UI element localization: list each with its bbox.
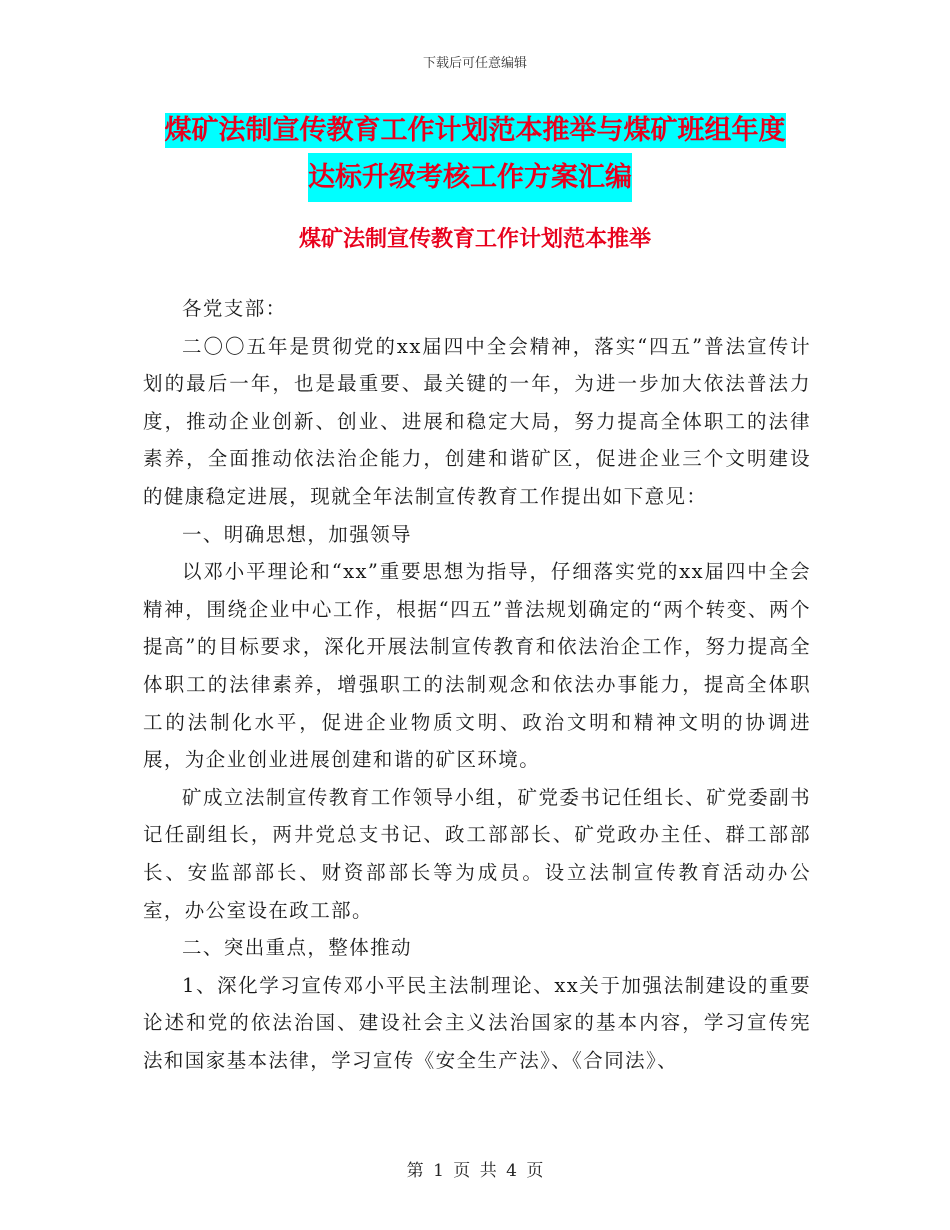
paragraph: 以邓小平理论和“xx”重要思想为指导，仔细落实党的xx届四中全会精神，围绕企业中心工作，根据“四五”普法规划确定的“两个转变、两个提高”的目标要求，深化开展法制宣传教育和依法治企工作，努力提高全体职工的法律素养，增强职工的法制观念和依法办事能力，提高全体职工的法制化水平，促进企业物质文明、政治文明和精神文明的协调进展，为企业创业进展创建和谐的矿区环境。 [143,560,811,772]
document-body [143,290,811,1079]
document-title-line1: 煤矿法制宣传教育工作计划范本推举与煤矿班组年度 [164,115,786,146]
paragraph: 二〇〇五年是贯彻党的xx届四中全会精神，落实“四五”普法宣传计划的最后一年，也是最重要、最关键的一年，为进一步加大依法普法力度，推动企业创新、创业、进展和稳定大局，努力提高全体职工的法律素养，全面推动依法治企能力，创建和谐矿区，促进企业三个文明建设的健康稳定进展，现就全年法制宣传教育工作提出如下意见： [143,334,811,508]
section-heading: 二、突出重点，整体推动 [182,936,412,960]
header-note: 下载后可任意编辑 [422,56,527,71]
document-title [0,108,950,202]
page-footer: 第 1 页 共 4 页 [406,1161,544,1181]
document-title-line2: 达标升级考核工作方案汇编 [308,153,632,202]
section-title: 煤矿法制宣传教育工作计划范本推举 [298,226,651,252]
paragraph-salutation: 各党支部： [182,297,287,320]
paragraph: 矿成立法制宣传教育工作领导小组，矿党委书记任组长、矿党委副书记任副组长，两井党总支书记、政工部部长、矿党政办主任、群工部部长、安监部部长、财资部部长等为成员。设立法制宣传教育活动办公室，办公室设在政工部。 [143,785,811,922]
section-heading: 一、明确思想，加强领导 [182,522,412,546]
paragraph: 1、深化学习宣传邓小平民主法制理论、xx关于加强法制建设的重要论述和党的依法治国、建设社会主义法治国家的基本内容，学习宣传宪法和国家基本法律，学习宣传《安全生产法》、《合同法》、 [143,973,811,1072]
